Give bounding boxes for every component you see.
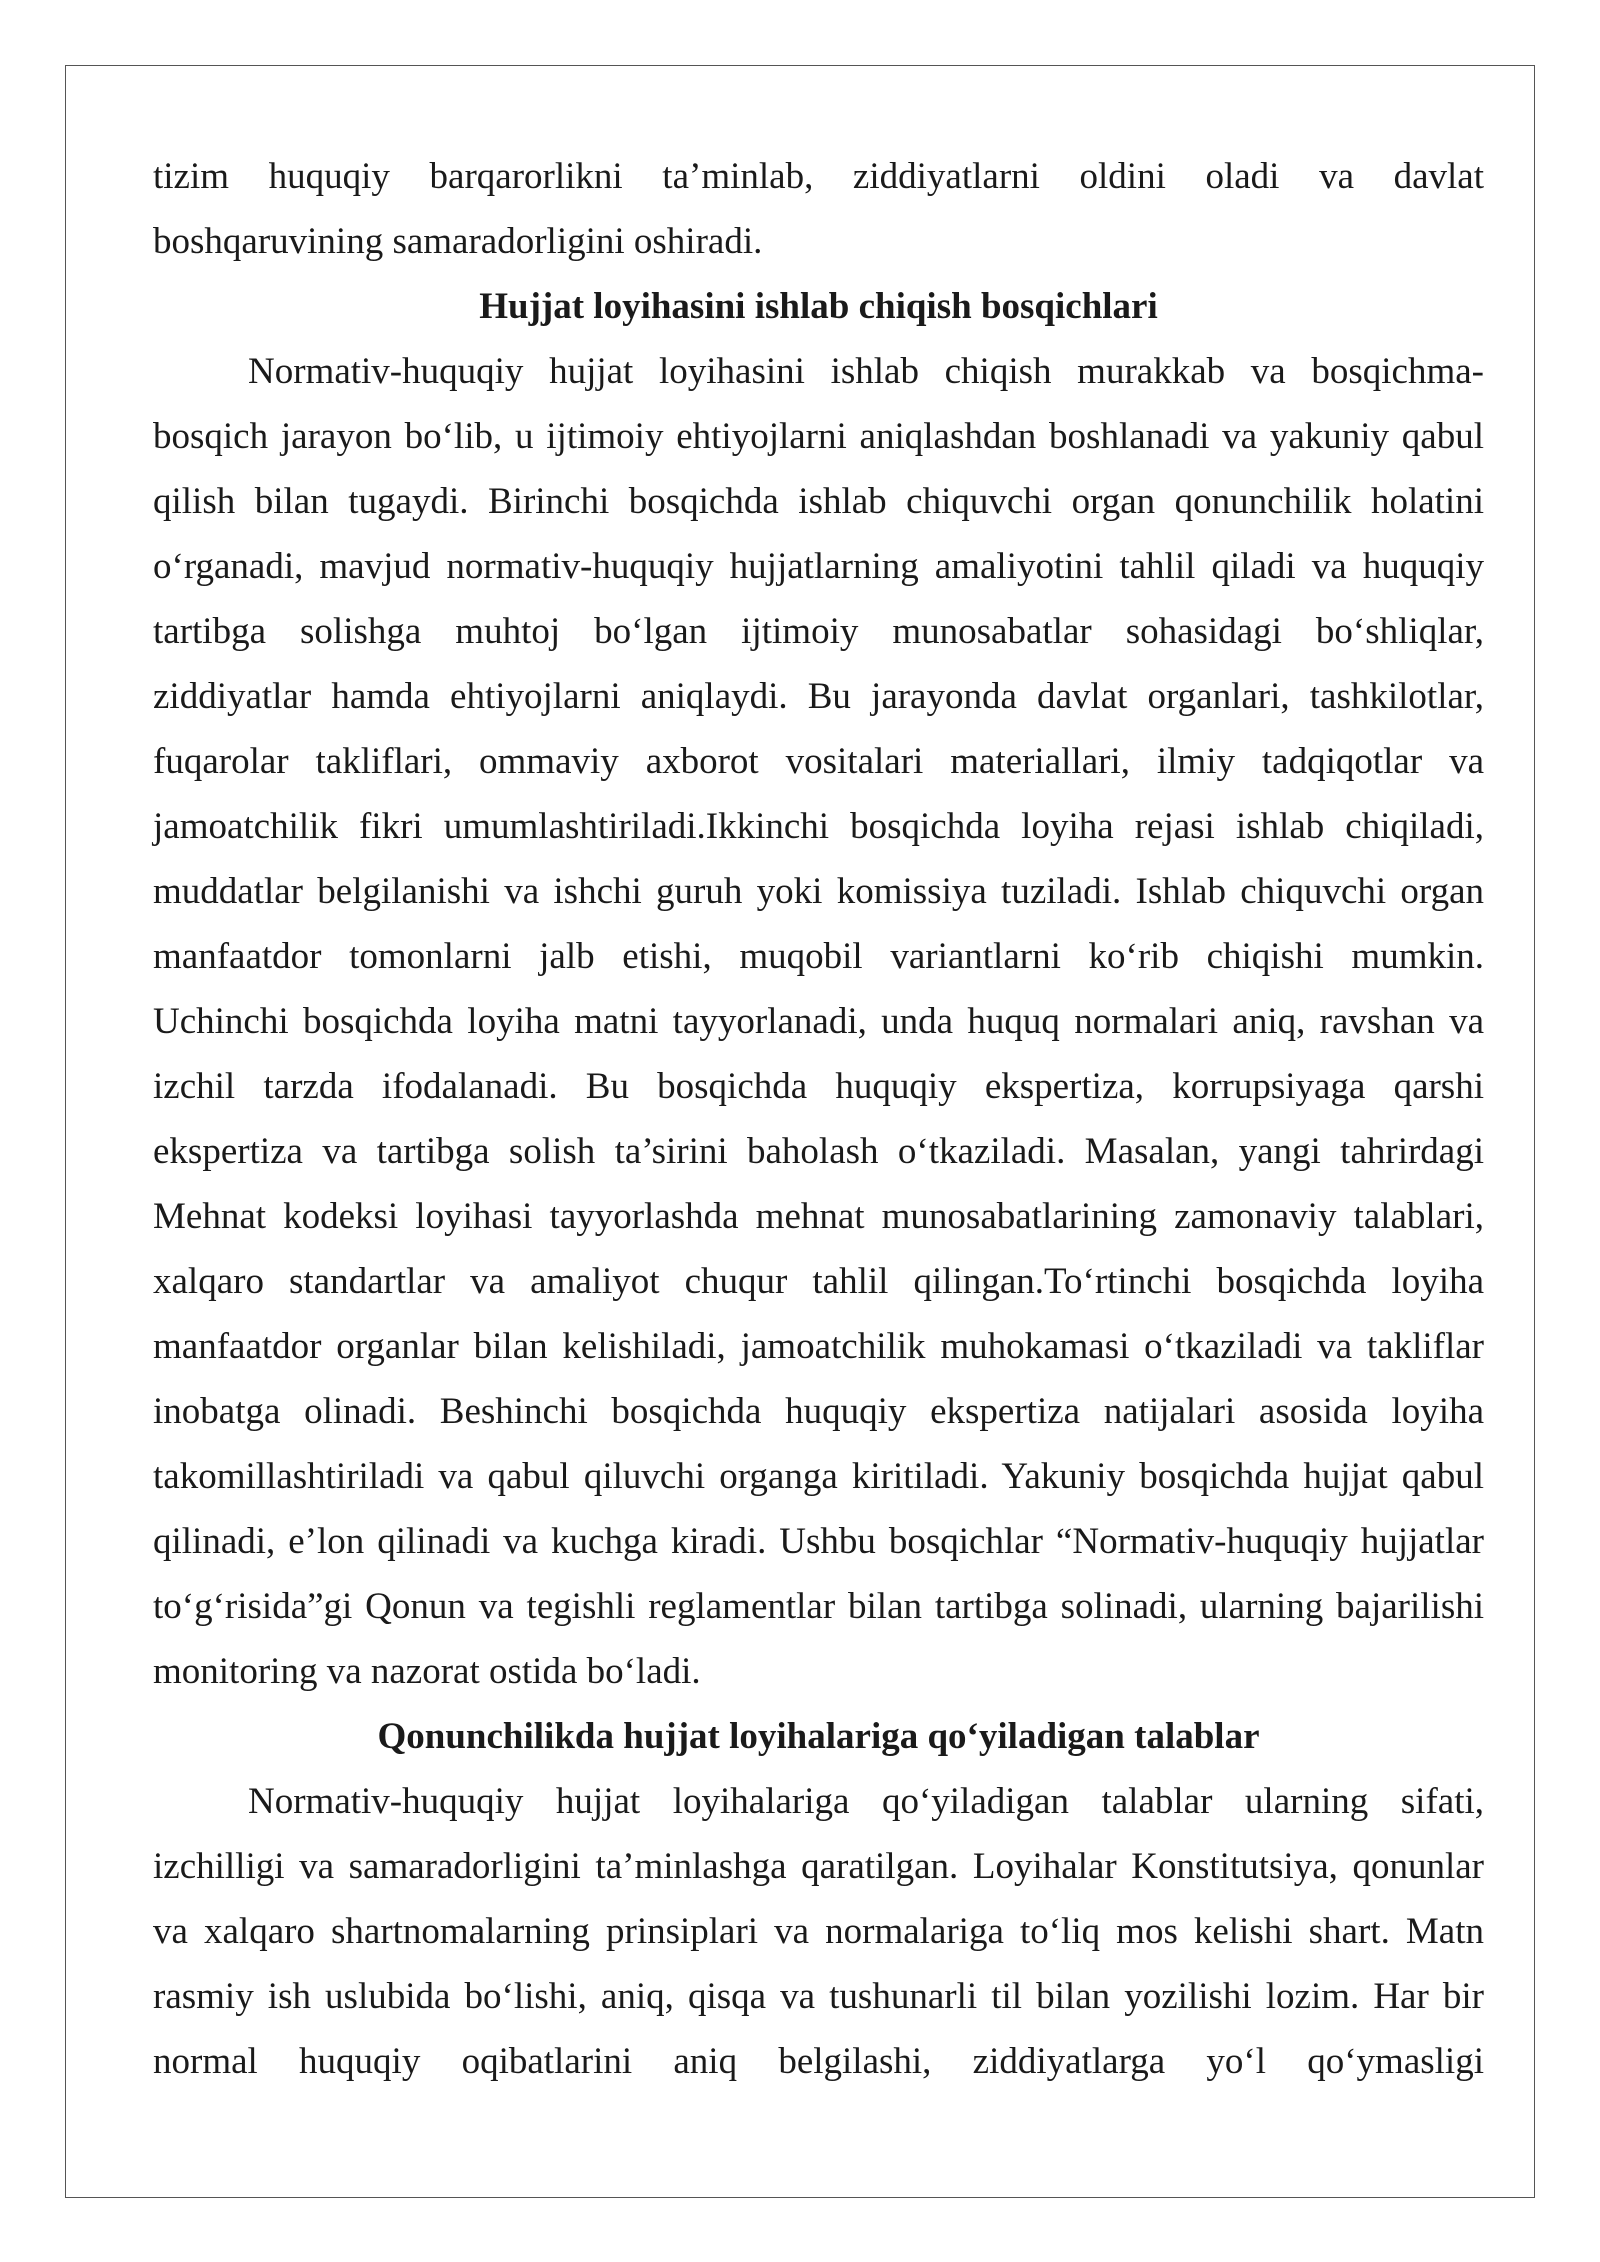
text-line: fuqarolar takliflari, ommaviy axborot vositalari materiallari, ilmiy tadqiqotlar va xyxy=(153,741,1484,782)
text-line: takomillashtiriladi va qabul qiluvchi organga kiritiladi. Yakuniy bosqichda hujjat qabul xyxy=(153,1456,1484,1497)
text-line: va xalqaro shartnomalarning prinsiplari va normalariga to‘liq mos kelishi shart. Matn xyxy=(153,1911,1484,1952)
section-heading: Qonunchilikda hujjat loyihalariga qo‘yiladigan talablar xyxy=(377,1716,1260,1757)
text-line: xalqaro standartlar va amaliyot chuqur tahlil qilingan.To‘rtinchi bosqichda loyiha xyxy=(153,1261,1484,1302)
text-line: Uchinchi bosqichda loyiha matni tayyorlanadi, unda huquq normalari aniq, ravshan va xyxy=(153,1001,1484,1042)
text-line: qilinadi, e’lon qilinadi va kuchga kiradi. Ushbu bosqichlar “Normativ-huquqiy hujjatlar xyxy=(153,1521,1484,1562)
text-line: ekspertiza va tartibga solish ta’sirini baholash o‘tkaziladi. Masalan, yangi tahrirdagi xyxy=(153,1131,1484,1172)
text-line: to‘g‘risida”gi Qonun va tegishli reglamentlar bilan tartibga solinadi, ularning bajarilishi xyxy=(153,1586,1484,1627)
text-line: tartibga solishga muhtoj bo‘lgan ijtimoiy munosabatlar sohasidagi bo‘shliqlar, xyxy=(153,611,1484,652)
page-body xyxy=(153,144,1484,2094)
text-line: Mehnat kodeksi loyihasi tayyorlashda mehnat munosabatlarining zamonaviy talablari, xyxy=(153,1196,1484,1237)
text-line: Normativ-huquqiy hujjat loyihalariga qo‘yiladigan talablar ularning sifati, xyxy=(248,1781,1484,1822)
text-line: rasmiy ish uslubida bo‘lishi, aniq, qisqa va tushunarli til bilan yozilishi lozim. Har bir xyxy=(153,1976,1484,2017)
text-line: monitoring va nazorat ostida bo‘ladi. xyxy=(153,1651,701,1692)
section-heading: Hujjat loyihasini ishlab chiqish bosqichlari xyxy=(479,286,1158,327)
text-line: boshqaruvining samaradorligini oshiradi. xyxy=(153,221,763,262)
text-line: bosqich jarayon bo‘lib, u ijtimoiy ehtiyojlarni aniqlashdan boshlanadi va yakuniy qabul xyxy=(153,416,1484,457)
text-line: ziddiyatlar hamda ehtiyojlarni aniqlaydi. Bu jarayonda davlat organlari, tashkilotlar, xyxy=(153,676,1484,717)
text-line: Normativ-huquqiy hujjat loyihasini ishlab chiqish murakkab va bosqichma- xyxy=(248,351,1484,392)
text-line: o‘rganadi, mavjud normativ-huquqiy hujjatlarning amaliyotini tahlil qiladi va huquqiy xyxy=(153,546,1484,587)
text-line: tizim huquqiy barqarorlikni ta’minlab, ziddiyatlarni oldini oladi va davlat xyxy=(153,156,1484,197)
text-line: izchil tarzda ifodalanadi. Bu bosqichda huquqiy ekspertiza, korrupsiyaga qarshi xyxy=(153,1066,1484,1107)
text-line: qilish bilan tugaydi. Birinchi bosqichda ishlab chiquvchi organ qonunchilik holatini xyxy=(153,481,1484,522)
text-line: jamoatchilik fikri umumlashtiriladi.Ikkinchi bosqichda loyiha rejasi ishlab chiqiladi, xyxy=(153,806,1484,847)
text-line: normal huquqiy oqibatlarini aniq belgilashi, ziddiyatlarga yo‘l qo‘ymasligi xyxy=(153,2041,1484,2082)
text-line: manfaatdor organlar bilan kelishiladi, jamoatchilik muhokamasi o‘tkaziladi va takliflar xyxy=(153,1326,1484,1367)
text-line: muddatlar belgilanishi va ishchi guruh yoki komissiya tuziladi. Ishlab chiquvchi organ xyxy=(153,871,1484,912)
text-line: inobatga olinadi. Beshinchi bosqichda huquqiy ekspertiza natijalari asosida loyiha xyxy=(153,1391,1484,1432)
text-line: manfaatdor tomonlarni jalb etishi, muqobil variantlarni ko‘rib chiqishi mumkin. xyxy=(153,936,1484,977)
text-line: izchilligi va samaradorligini ta’minlashga qaratilgan. Loyihalar Konstitutsiya, qonunlar xyxy=(153,1846,1484,1887)
